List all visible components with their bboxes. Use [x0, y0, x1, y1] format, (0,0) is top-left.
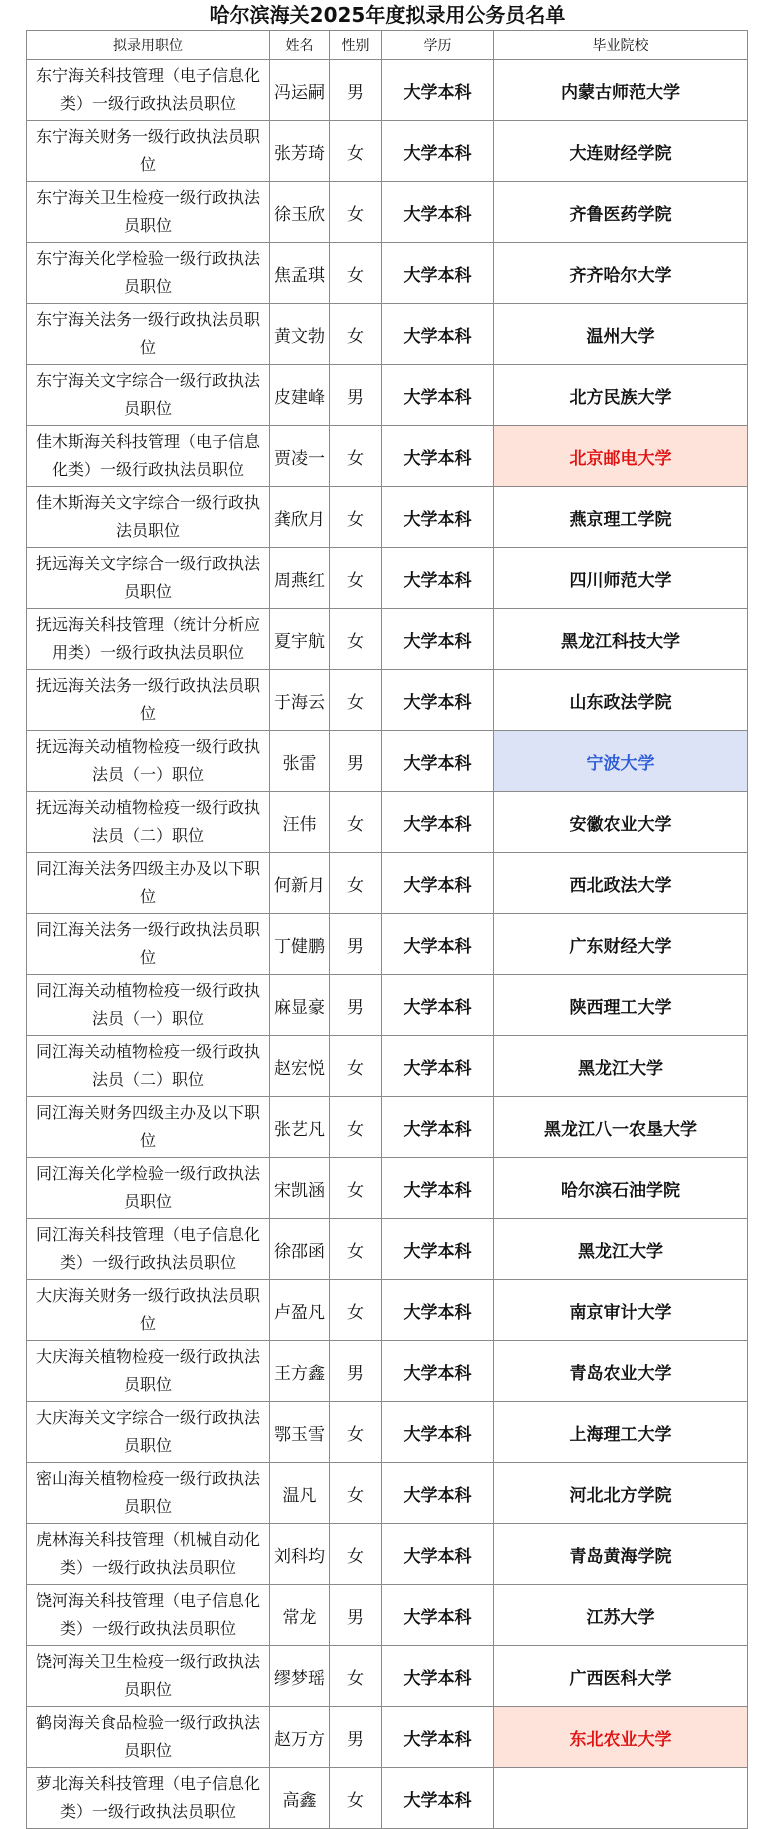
school-cell: 河北北方学院 [494, 1463, 748, 1524]
name-cell: 夏宇航 [270, 609, 330, 670]
education-cell: 大学本科 [382, 1402, 494, 1463]
position-cell: 大庆海关植物检疫一级行政执法员职位 [27, 1341, 270, 1402]
table-row [27, 548, 748, 609]
position-cell: 萝北海关科技管理（电子信息化类）一级行政执法员职位 [27, 1768, 270, 1829]
education-cell: 大学本科 [382, 426, 494, 487]
name-cell: 张雷 [270, 731, 330, 792]
school-cell: 宁波大学 [494, 731, 748, 792]
gender-cell: 男 [330, 975, 382, 1036]
gender-cell: 女 [330, 121, 382, 182]
name-cell: 张艺凡 [270, 1097, 330, 1158]
school-cell: 哈尔滨石油学院 [494, 1158, 748, 1219]
table-row [27, 1036, 748, 1097]
school-cell: 西北政法大学 [494, 853, 748, 914]
gender-cell: 女 [330, 1036, 382, 1097]
table-row [27, 914, 748, 975]
table-row [27, 60, 748, 121]
position-cell: 饶河海关科技管理（电子信息化类）一级行政执法员职位 [27, 1585, 270, 1646]
gender-cell: 女 [330, 792, 382, 853]
table-row [27, 1219, 748, 1280]
table-row [27, 792, 748, 853]
page-title: 哈尔滨海关2025年度拟录用公务员名单 [209, 3, 566, 27]
school-cell: 齐齐哈尔大学 [494, 243, 748, 304]
school-cell [494, 1768, 748, 1829]
school-cell: 北方民族大学 [494, 365, 748, 426]
education-cell: 大学本科 [382, 853, 494, 914]
gender-cell: 女 [330, 853, 382, 914]
position-cell: 同江海关财务四级主办及以下职位 [27, 1097, 270, 1158]
gender-cell: 男 [330, 1707, 382, 1768]
education-cell: 大学本科 [382, 1097, 494, 1158]
education-cell: 大学本科 [382, 792, 494, 853]
table-row [27, 1158, 748, 1219]
name-cell: 卢盈凡 [270, 1280, 330, 1341]
position-cell: 同江海关法务四级主办及以下职位 [27, 853, 270, 914]
table-row [27, 1097, 748, 1158]
gender-cell: 女 [330, 1524, 382, 1585]
table-row [27, 1707, 748, 1768]
school-cell: 上海理工大学 [494, 1402, 748, 1463]
table-row [27, 1341, 748, 1402]
gender-cell: 女 [330, 1768, 382, 1829]
education-cell: 大学本科 [382, 243, 494, 304]
gender-cell: 女 [330, 304, 382, 365]
school-cell: 黑龙江科技大学 [494, 609, 748, 670]
education-cell: 大学本科 [382, 1585, 494, 1646]
education-cell: 大学本科 [382, 304, 494, 365]
name-cell: 皮建峰 [270, 365, 330, 426]
position-cell: 同江海关动植物检疫一级行政执法员（二）职位 [27, 1036, 270, 1097]
position-cell: 抚远海关动植物检疫一级行政执法员（二）职位 [27, 792, 270, 853]
name-cell: 何新月 [270, 853, 330, 914]
school-cell: 青岛农业大学 [494, 1341, 748, 1402]
table-body [27, 60, 748, 1829]
name-cell: 缪梦瑶 [270, 1646, 330, 1707]
school-cell: 广西医科大学 [494, 1646, 748, 1707]
table-row [27, 853, 748, 914]
table-row [27, 1463, 748, 1524]
gender-cell: 男 [330, 365, 382, 426]
gender-cell: 男 [330, 731, 382, 792]
school-cell: 江苏大学 [494, 1585, 748, 1646]
position-cell: 同江海关动植物检疫一级行政执法员（一）职位 [27, 975, 270, 1036]
position-cell: 虎林海关科技管理（机械自动化类）一级行政执法员职位 [27, 1524, 270, 1585]
name-cell: 王方鑫 [270, 1341, 330, 1402]
table-row [27, 670, 748, 731]
school-cell: 陕西理工大学 [494, 975, 748, 1036]
gender-cell: 女 [330, 548, 382, 609]
table-row [27, 609, 748, 670]
school-cell: 南京审计大学 [494, 1280, 748, 1341]
gender-cell: 女 [330, 243, 382, 304]
position-cell: 密山海关植物检疫一级行政执法员职位 [27, 1463, 270, 1524]
table-row [27, 1524, 748, 1585]
school-cell: 黑龙江大学 [494, 1219, 748, 1280]
school-cell: 山东政法学院 [494, 670, 748, 731]
table-header-row [27, 31, 748, 60]
gender-cell: 女 [330, 1280, 382, 1341]
table-row [27, 121, 748, 182]
table-row [27, 1768, 748, 1829]
education-cell: 大学本科 [382, 1036, 494, 1097]
name-cell: 于海云 [270, 670, 330, 731]
name-cell: 刘科均 [270, 1524, 330, 1585]
table-row [27, 975, 748, 1036]
education-cell: 大学本科 [382, 731, 494, 792]
table-row [27, 365, 748, 426]
name-cell: 常龙 [270, 1585, 330, 1646]
name-cell: 焦孟琪 [270, 243, 330, 304]
education-cell: 大学本科 [382, 1158, 494, 1219]
name-cell: 贾凌一 [270, 426, 330, 487]
gender-cell: 女 [330, 609, 382, 670]
gender-cell: 女 [330, 182, 382, 243]
position-cell: 抚远海关动植物检疫一级行政执法员（一）职位 [27, 731, 270, 792]
education-cell: 大学本科 [382, 1768, 494, 1829]
gender-cell: 女 [330, 1219, 382, 1280]
position-cell: 东宁海关卫生检疫一级行政执法员职位 [27, 182, 270, 243]
gender-cell: 女 [330, 1463, 382, 1524]
name-cell: 黄文勃 [270, 304, 330, 365]
name-cell: 徐邵函 [270, 1219, 330, 1280]
gender-cell: 女 [330, 426, 382, 487]
table-row [27, 731, 748, 792]
school-cell: 大连财经学院 [494, 121, 748, 182]
gender-cell: 男 [330, 1341, 382, 1402]
name-cell: 高鑫 [270, 1768, 330, 1829]
gender-cell: 女 [330, 670, 382, 731]
position-cell: 东宁海关财务一级行政执法员职位 [27, 121, 270, 182]
position-cell: 东宁海关文字综合一级行政执法员职位 [27, 365, 270, 426]
school-cell: 温州大学 [494, 304, 748, 365]
school-cell: 四川师范大学 [494, 548, 748, 609]
education-cell: 大学本科 [382, 365, 494, 426]
education-cell: 大学本科 [382, 1646, 494, 1707]
education-cell: 大学本科 [382, 487, 494, 548]
gender-cell: 男 [330, 60, 382, 121]
name-cell: 宋凯涵 [270, 1158, 330, 1219]
table-row [27, 1646, 748, 1707]
position-cell: 大庆海关财务一级行政执法员职位 [27, 1280, 270, 1341]
position-cell: 抚远海关科技管理（统计分析应用类）一级行政执法员职位 [27, 609, 270, 670]
education-cell: 大学本科 [382, 1280, 494, 1341]
education-cell: 大学本科 [382, 975, 494, 1036]
header-school: 毕业院校 [494, 31, 748, 60]
header-position: 拟录用职位 [27, 31, 270, 60]
education-cell: 大学本科 [382, 121, 494, 182]
position-cell: 同江海关法务一级行政执法员职位 [27, 914, 270, 975]
education-cell: 大学本科 [382, 1524, 494, 1585]
gender-cell: 女 [330, 1646, 382, 1707]
name-cell: 周燕红 [270, 548, 330, 609]
school-cell: 齐鲁医药学院 [494, 182, 748, 243]
header-education: 学历 [382, 31, 494, 60]
education-cell: 大学本科 [382, 1707, 494, 1768]
table-row [27, 1585, 748, 1646]
table-row [27, 426, 748, 487]
name-cell: 龚欣月 [270, 487, 330, 548]
name-cell: 赵万方 [270, 1707, 330, 1768]
name-cell: 汪伟 [270, 792, 330, 853]
education-cell: 大学本科 [382, 548, 494, 609]
name-cell: 麻显豪 [270, 975, 330, 1036]
position-cell: 同江海关科技管理（电子信息化类）一级行政执法员职位 [27, 1219, 270, 1280]
education-cell: 大学本科 [382, 914, 494, 975]
name-cell: 温凡 [270, 1463, 330, 1524]
position-cell: 佳木斯海关文字综合一级行政执法员职位 [27, 487, 270, 548]
gender-cell: 男 [330, 1585, 382, 1646]
education-cell: 大学本科 [382, 1341, 494, 1402]
position-cell: 抚远海关法务一级行政执法员职位 [27, 670, 270, 731]
school-cell: 黑龙江八一农垦大学 [494, 1097, 748, 1158]
gender-cell: 女 [330, 487, 382, 548]
position-cell: 东宁海关科技管理（电子信息化类）一级行政执法员职位 [27, 60, 270, 121]
name-cell: 丁健鹏 [270, 914, 330, 975]
education-cell: 大学本科 [382, 609, 494, 670]
position-cell: 东宁海关化学检验一级行政执法员职位 [27, 243, 270, 304]
education-cell: 大学本科 [382, 60, 494, 121]
gender-cell: 男 [330, 914, 382, 975]
school-cell: 安徽农业大学 [494, 792, 748, 853]
position-cell: 东宁海关法务一级行政执法员职位 [27, 304, 270, 365]
header-gender: 性别 [330, 31, 382, 60]
position-cell: 同江海关化学检验一级行政执法员职位 [27, 1158, 270, 1219]
table-row [27, 182, 748, 243]
name-cell: 赵宏悦 [270, 1036, 330, 1097]
education-cell: 大学本科 [382, 670, 494, 731]
name-cell: 张芳琦 [270, 121, 330, 182]
name-cell: 鄂玉雪 [270, 1402, 330, 1463]
position-cell: 饶河海关卫生检疫一级行政执法员职位 [27, 1646, 270, 1707]
position-cell: 鹤岗海关食品检验一级行政执法员职位 [27, 1707, 270, 1768]
school-cell: 内蒙古师范大学 [494, 60, 748, 121]
position-cell: 抚远海关文字综合一级行政执法员职位 [27, 548, 270, 609]
name-cell: 冯运嗣 [270, 60, 330, 121]
position-cell: 佳木斯海关科技管理（电子信息化类）一级行政执法员职位 [27, 426, 270, 487]
table-row [27, 243, 748, 304]
header-name: 姓名 [270, 31, 330, 60]
education-cell: 大学本科 [382, 182, 494, 243]
table-row [27, 487, 748, 548]
gender-cell: 女 [330, 1158, 382, 1219]
table-row [27, 1280, 748, 1341]
school-cell: 北京邮电大学 [494, 426, 748, 487]
school-cell: 东北农业大学 [494, 1707, 748, 1768]
school-cell: 黑龙江大学 [494, 1036, 748, 1097]
education-cell: 大学本科 [382, 1463, 494, 1524]
school-cell: 青岛黄海学院 [494, 1524, 748, 1585]
gender-cell: 女 [330, 1402, 382, 1463]
table-row [27, 304, 748, 365]
table-row [27, 1402, 748, 1463]
name-cell: 徐玉欣 [270, 182, 330, 243]
roster-table [26, 30, 748, 1829]
school-cell: 广东财经大学 [494, 914, 748, 975]
education-cell: 大学本科 [382, 1219, 494, 1280]
school-cell: 燕京理工学院 [494, 487, 748, 548]
gender-cell: 女 [330, 1097, 382, 1158]
position-cell: 大庆海关文字综合一级行政执法员职位 [27, 1402, 270, 1463]
